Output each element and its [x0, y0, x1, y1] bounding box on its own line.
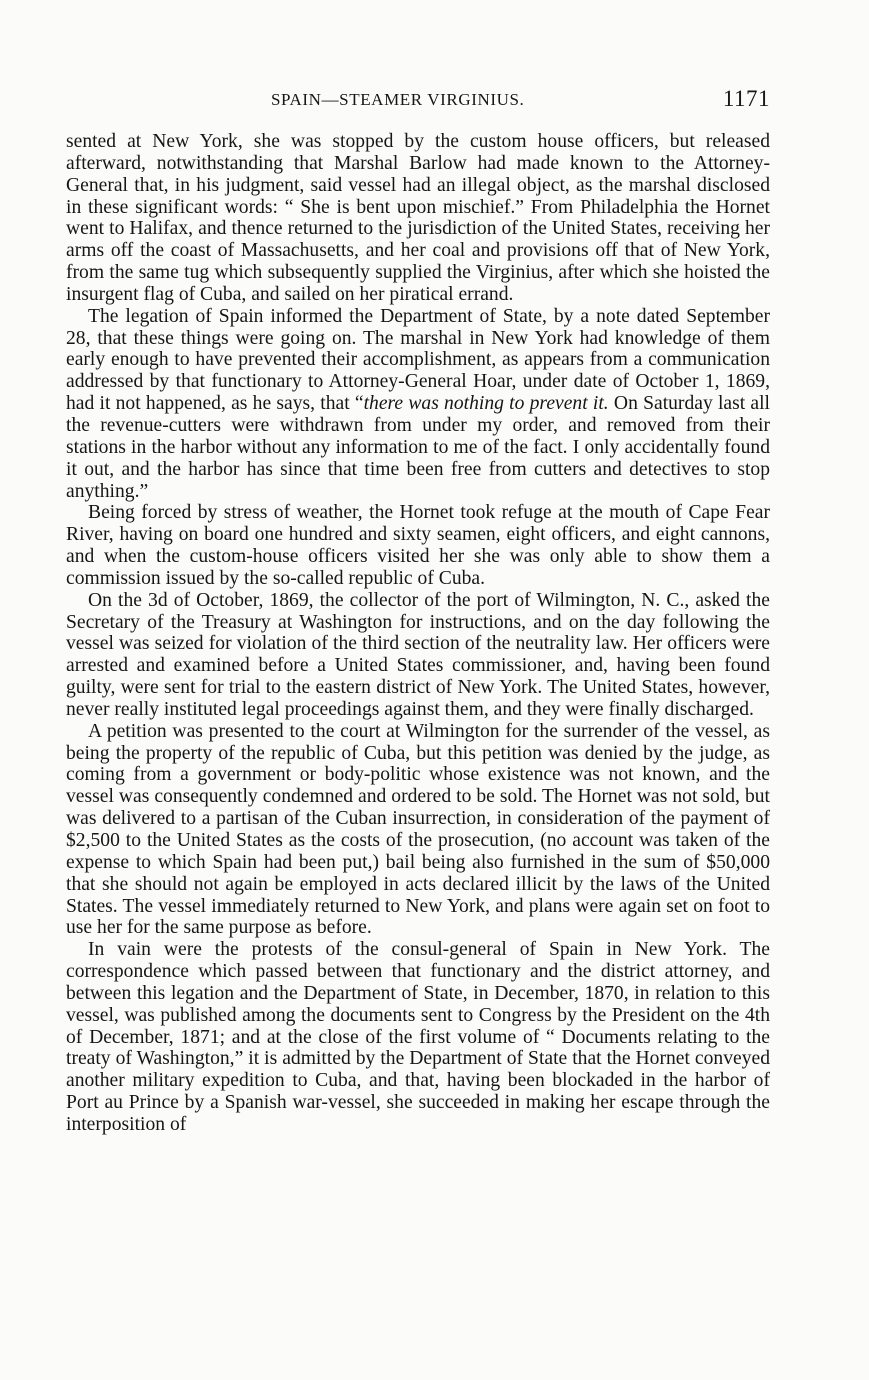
paragraph-text: On Saturday last all the revenue-cutters were withdrawn from under my order, and removed from their stations in the harbor without any information to me of the fact. I only accidentally found it out, and the harbor has since that time been free from cutters and detectives to stop anything.”	[66, 393, 770, 502]
paragraph: A petition was presented to the court at Wilmington for the surrender of the vessel, as being the property of the republic of Cuba, but this petition was denied by the judge, as coming from a government or body-politic whose existence was not known, and the vessel was consequently condemned and ordered to be sold. The Hornet was not sold, but was delivered to a partisan of the Cuban insurrection, in consideration of the payment of $2,500 to the United States as the costs of the prosecution, (no account was taken of the expense to which Spain had been put,) bail being also furnished in the sum of $50,000 that she should not again be employed in acts declared illicit by the laws of the United States. The vessel immediately returned to New York, and plans were again set on foot to use her for the same purpose as before.	[66, 720, 770, 939]
paragraph: sented at New York, she was stopped by the custom house officers, but released afterward, notwithstanding that Marshal Barlow had made known to the Attorney-General that, in his judgment, said vessel had an illegal object, as the marshal disclosed in these significant words: “ She is bent upon mischief.” From Philadelphia the Hornet went to Halifax, and thence returned to the jurisdiction of the United States, receiving her arms off the coast of Massachusetts, and her coal and provisions off that of New York, from the same tug which subsequently supplied the Virginius, after which she hoisted the insurgent flag of Cuba, and sailed on her piratical errand.	[66, 131, 770, 305]
paragraph-text: The legation of Spain informed the Department of State, by a note dated September 28, that these things were going on. The marshal in New York had knowledge of them early enough to have prevented their accomplishment, as appears from a communication addressed by that functionary to Attorney-General Hoar, under date of October 1, 1869, had it not happened, as he says, that “	[66, 305, 770, 415]
paragraph: Being forced by stress of weather, the Hornet took refuge at the mouth of Cape Fear River, having on board one hundred and sixty seamen, eight officers, and eight cannons, and when the custom-house officers visited her she was only able to show them a commission issued by the so-called republic of Cuba.	[66, 502, 770, 589]
page-number: 1171	[722, 86, 770, 111]
italic-quote: there was nothing to prevent it.	[363, 393, 609, 415]
running-title: SPAIN—STEAMER VIRGINIUS.	[271, 90, 525, 109]
paragraph: In vain were the protests of the consul-general of Spain in New York. The correspondence which passed between that functionary and the district attorney, and between this legation and the Department of State, in December, 1870, in relation to this vessel, was published among the documents sent to Congress by the President on the 4th of December, 1871; and at the close of the first volume of “ Documents relating to the treaty of Washington,” it is admitted by the Department of State that the Hornet conveyed another military expedition to Cuba, and that, having been blockaded in the harbor of Port au Prince by a Spanish war-vessel, she succeeded in making her escape through the interposition of	[66, 939, 770, 1135]
body-text	[66, 131, 770, 1136]
paragraph	[66, 306, 770, 503]
page-header	[66, 86, 770, 116]
paragraph: On the 3d of October, 1869, the collector of the port of Wilmington, N. C., asked the Secretary of the Treasury at Washington for instructions, and on the day following the vessel was seized for violation of the third section of the neutrality law. Her officers were arrested and examined before a United States commissioner, and, having been found guilty, were sent for trial to the eastern district of New York. The United States, however, never really instituted legal proceedings against them, and they were finally discharged.	[66, 589, 770, 720]
